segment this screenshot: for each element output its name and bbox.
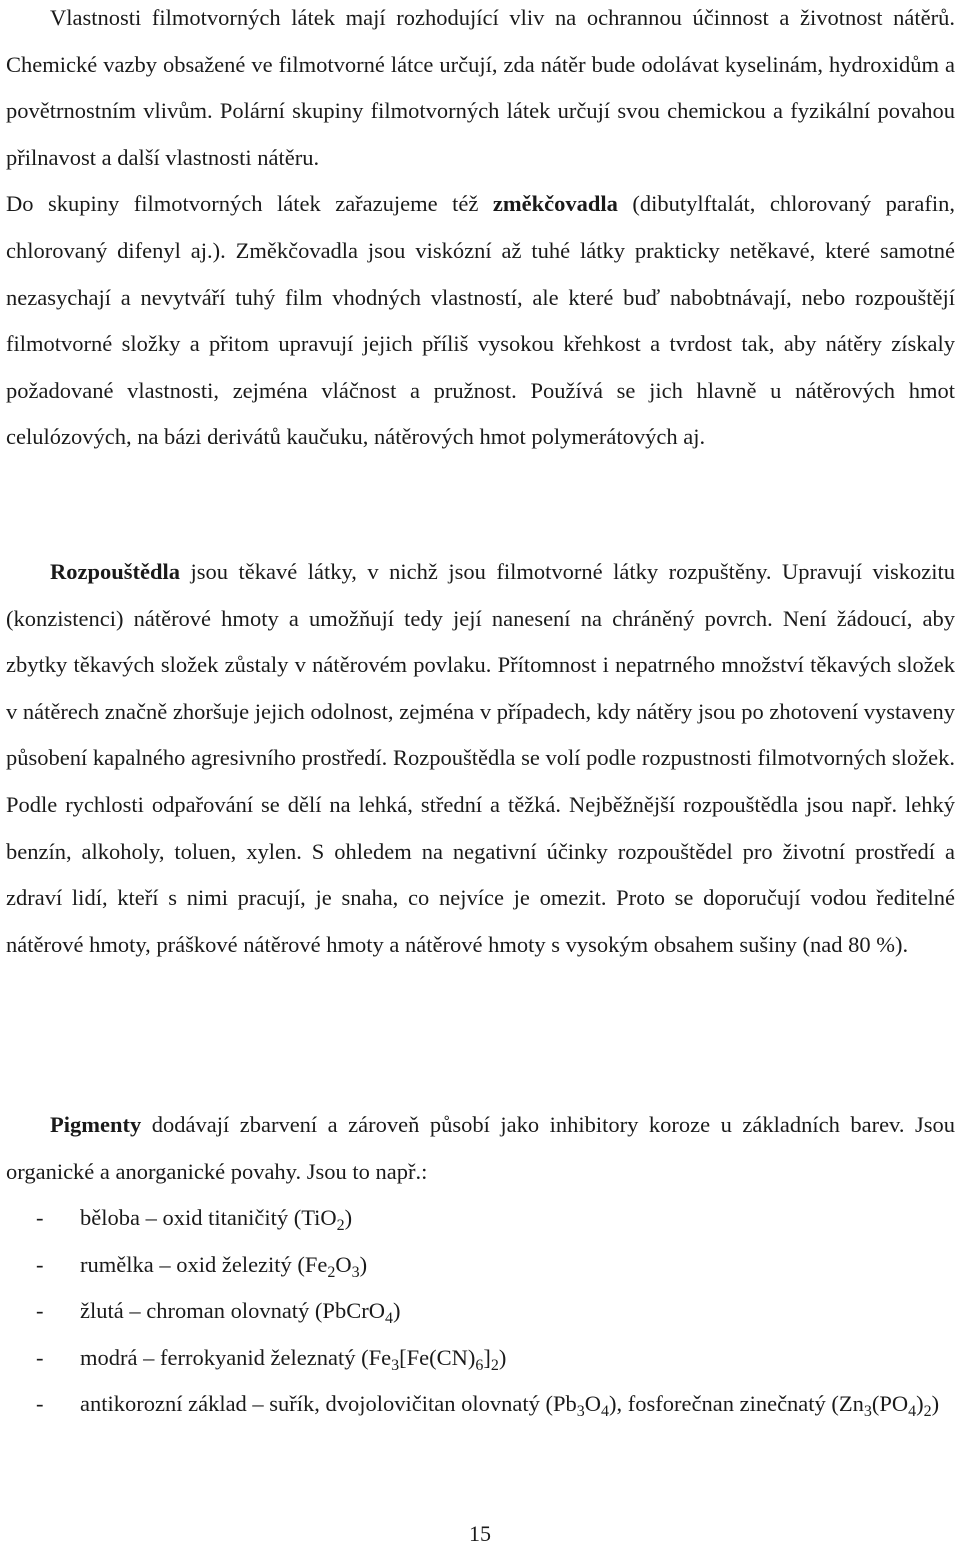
- page-number: 15: [469, 1521, 491, 1546]
- list-item: [6, 1335, 955, 1382]
- list-item: [6, 1288, 955, 1335]
- paragraph-film-forming: [6, 0, 955, 461]
- text-solvents-body: jsou těkavé látky, v nichž jsou filmotvorné látky rozpuštěny. Upravují viskozitu (konzistenci) nátěrové hmoty a umožňují tedy její nanesení na chráněný povrch. Není žádoucí, aby zbytky těkavých složek zůstaly v nátěrovém povlaku. Přítomnost i nepatrného množství těkavých složek v nátěrech značně zhoršuje jejich odolnost, zejména v případech, kdy nátěry jsou po zhotovení vystaveny působení kapalného agresivního prostředí. Rozpouštědla se volí podle rozpustnosti filmotvorných složek. Podle rychlosti odpařování se dělí na lehká, střední a těžká. Nejběžnější rozpouštědla jsou např. lehký benzín, alkoholy, toluen, xylen. S ohledem na negativní účinky rozpouštědel pro životní prostředí a zdraví lidí, kteří s nimi pracují, je snaha, co nejvíce je omezit. Proto se doporučují vodou ředitelné nátěrové hmoty, práškové nátěrové hmoty a nátěrové hmoty s vysokým obsahem sušiny (nad 80 %).: [6, 559, 955, 957]
- list-item-text: běloba – oxid titaničitý (TiO$_2$): [80, 1205, 353, 1234]
- text-plasticizers-intro: Do skupiny filmotvorných látek zařazujeme též: [6, 191, 493, 217]
- list-item-text: antikorozní základ – suřík, dvojolovičitan olovnatý $(Pb_3O_4)$, fosforečnan zinečnatý $(Zn_3(PO_4)_2)$: [80, 1391, 940, 1421]
- list-item-text: modrá – ferrokyanid železnatý $(Fe_3[Fe(CN)_6]_2)$: [80, 1344, 507, 1374]
- paragraph-pigments: [6, 1102, 955, 1195]
- term-plasticizers: změkčovadla: [492, 191, 618, 217]
- list-dash: -: [36, 1205, 44, 1230]
- list-dash: -: [36, 1298, 44, 1324]
- text-pigments-body: dodávají zbarvení a zároveň působí jako inhibitory koroze u základních barev. Jsou organické a anorganické povahy. Jsou to např.:: [6, 1112, 955, 1184]
- list-item-text: žlutá – chroman olovnatý (PbCrO$_4$): [80, 1298, 401, 1328]
- pigment-list: [6, 1195, 955, 1428]
- term-solvents: Rozpouštědla: [50, 559, 181, 584]
- list-item: [6, 1242, 955, 1289]
- text-film-forming-properties: Vlastnosti filmotvorných látek mají rozhodující vliv na ochrannou účinnost a životnost nátěrů. Chemické vazby obsažené ve filmotvorné látce určují, zda nátěr bude odolávat kyselinám, hydroxidům a povětrnostním vlivům. Polární skupiny filmotvorných látek určují svou chemickou a fyzikální povahou přilnavost a další vlastnosti nátěru.: [6, 5, 955, 170]
- list-item: [6, 1195, 955, 1242]
- paragraph-solvents: [6, 549, 955, 968]
- list-item-text: rumělka – oxid železitý $(Fe_2O_3)$: [80, 1251, 368, 1281]
- list-dash: -: [36, 1391, 44, 1417]
- term-pigments: Pigmenty: [50, 1112, 142, 1137]
- list-dash: -: [36, 1251, 44, 1277]
- text-plasticizers-body: (dibutylftalát, chlorovaný parafin, chlorovaný difenyl aj.). Změkčovadla jsou viskózní až tuhé látky prakticky netěkavé, které samotné nezasychají a nevytváří tuhý film vhodných vlastností, ale které buď nabobtnávají, nebo rozpouštějí filmotvorné složky a přitom upravují jejich příliš vysokou křehkost a tvrdost tak, aby nátěry získaly požadované vlastnosti, zejména vláčnost a pružnost. Používá se jich hlavně u nátěrových hmot celulózových, na bázi derivátů kaučuku, nátěrových hmot polymerátových aj.: [6, 191, 955, 450]
- list-dash: -: [36, 1344, 44, 1370]
- list-item: [6, 1381, 955, 1428]
